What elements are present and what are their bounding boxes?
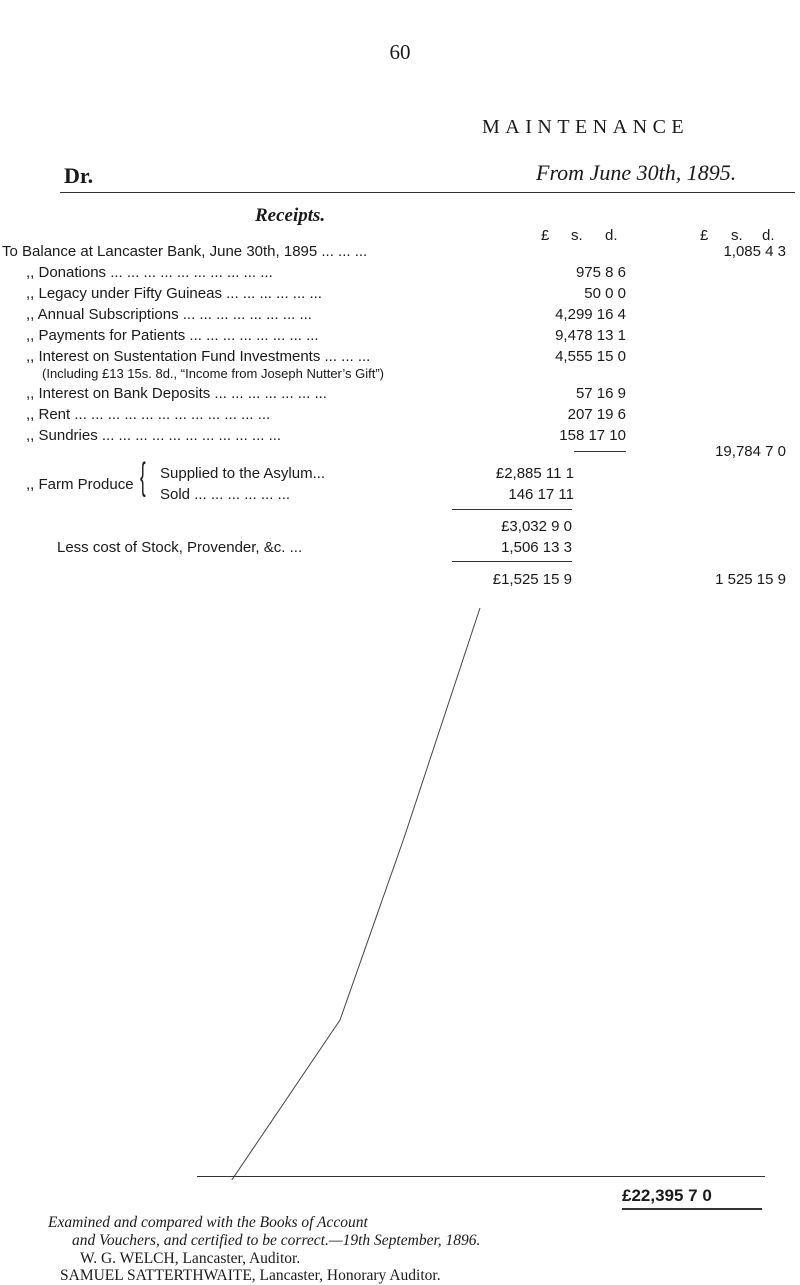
col-shillings2-header: s. (731, 227, 743, 244)
farm-rule (452, 509, 572, 510)
farm-less-amount: 1,506 13 3 (501, 539, 572, 556)
auditor-welch: W. G. WELCH, Lancaster, Auditor. (80, 1250, 301, 1267)
blank-filler-stroke (190, 600, 490, 1180)
entry-amount: 207 19 6 (567, 406, 626, 423)
farm-sold-amount: 146 17 11 (508, 486, 574, 503)
section-title: Receipts. (255, 205, 326, 226)
farm-net-rule (452, 561, 572, 562)
entry-amount: 158 17 10 (559, 427, 626, 444)
farm-supplied-amount: £2,885 11 1 (495, 465, 574, 482)
debit-marker: Dr. (64, 163, 94, 188)
auditor-satterthwaite: SAMUEL SATTERTHWAITE, Lancaster, Honorary Auditor. (60, 1267, 441, 1284)
subtotal-rule (574, 451, 626, 452)
entry-amount: 4,555 15 0 (555, 348, 626, 365)
col-shillings-header: s. (571, 227, 583, 244)
grand-total: £22,395 7 0 (622, 1186, 712, 1205)
grand-total-underline (622, 1208, 762, 1210)
farm-subtotal: £3,032 9 0 (501, 518, 572, 535)
farm-supplied-label: Supplied to the Asylum... (160, 465, 326, 482)
farm-produce-label: ,, Farm Produce (26, 476, 134, 493)
col-pence2-header: d. (762, 227, 775, 244)
header-rule (60, 192, 795, 193)
receipts-subtotal: 19,784 7 0 (715, 443, 786, 460)
entry-label: ,, Interest on Bank Deposits ... ... ... ... ... ... ... (26, 385, 327, 402)
entry-label: ,, Payments for Patients ... ... ... ... ... ... ... ... (26, 327, 319, 344)
col-pounds2-header: £ (700, 227, 709, 244)
certification-line2: and Vouchers, and certified to be correct.—19th September, 1896. (72, 1232, 481, 1249)
farm-net-carried: 1 525 15 9 (715, 571, 786, 588)
entry-label: ,, Donations ... ... ... ... ... ... ... ... ... ... (26, 264, 273, 281)
certification-line1: Examined and compared with the Books of Account (48, 1214, 368, 1231)
col-pounds-header: £ (541, 227, 550, 244)
entry-label: ,, Interest on Sustentation Fund Investments ... ... ... (26, 348, 371, 365)
entry-label: ,, Rent ... ... ... ... ... ... ... ... ... ... ... ... (26, 406, 271, 423)
entry-amount: 9,478 13 1 (555, 327, 626, 344)
entry-label: To Balance at Lancaster Bank, June 30th, 1895 ... ... ... (2, 243, 368, 260)
farm-less-label: Less cost of Stock, Provender, &c. ... (57, 539, 303, 556)
entry-label: ,, Annual Subscriptions ... ... ... ... ... ... ... ... (26, 306, 312, 323)
farm-net: £1,525 15 9 (492, 571, 572, 588)
entry-amount: 4,299 16 4 (555, 306, 626, 323)
entry-amount: 975 8 6 (575, 264, 626, 281)
entry-amount-carried: 1,085 4 3 (723, 243, 786, 260)
entry-amount: 50 0 0 (584, 285, 626, 302)
entry-amount: 57 16 9 (575, 385, 626, 402)
entry-label: ,, Sundries ... ... ... ... ... ... ... ... ... ... ... (26, 427, 282, 444)
total-rule (197, 1176, 765, 1177)
entry-note: (Including £13 15s. 8d., “Income from Joseph Nutter’s Gift”) (42, 366, 385, 381)
period-heading: From June 30th, 1895. (536, 160, 737, 185)
farm-brace: { (140, 456, 146, 498)
entry-label: ,, Legacy under Fifty Guineas ... ... ... ... ... ... (26, 285, 322, 302)
page-number: 60 (389, 40, 411, 64)
farm-sold-label: Sold ... ... ... ... ... ... (160, 486, 291, 503)
col-pence-header: d. (605, 227, 618, 244)
page-title: MAINTENANCE (482, 116, 690, 138)
